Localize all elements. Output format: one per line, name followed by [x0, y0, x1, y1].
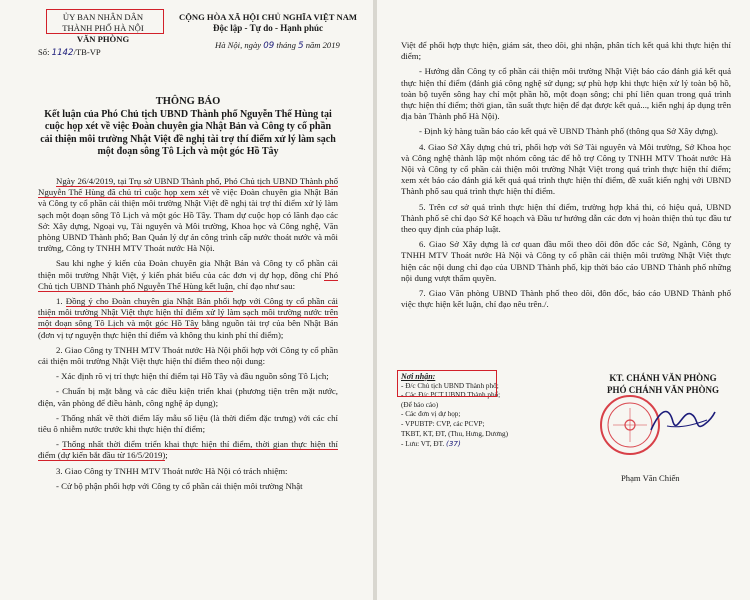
highlight-conclusion: Phó Chủ tịch UBND Thành phố Nguyễn Thế Hùng kết luận — [38, 269, 338, 291]
national-motto: Độc lập - Tự do - Hạnh phúc — [212, 23, 323, 33]
notice-title: THÔNG BÁO — [155, 96, 221, 107]
date-month: 5 — [298, 41, 304, 51]
annotation-box-recipients — [397, 370, 497, 397]
paragraph-report-guidance: - Hướng dẫn Công ty cổ phần cải thiện môi trường Nhật Việt báo cáo đánh giá kết quả thực hiện thí điểm (đánh giá công nghệ sử dụng; sự phù hợp khi thực hiện xử lý toàn bộ hồ, toàn bộ tuyến sông hay chỉ một phần hồ, một đoạn sông; chi phí liên quan trong quá trình thực hiện thí điểm; thời gian, tần suất thực hiện để đạt được kết quả..., kiến nghị áp dụng trên địa bàn Thành phố Hà Nội). — [401, 66, 731, 122]
issuer-org-line1: ỦY BAN NHÂN DÂN — [62, 12, 144, 22]
signature-block — [583, 372, 743, 396]
text-approval-b: bằng nguồn tài trợ của bên Nhật Bản (đơn vị tự nguyện thực hiện thí điểm và không thu kinh phí thí điểm); — [38, 318, 339, 340]
page-right — [377, 0, 750, 600]
paragraph-weekly-report: - Định kỳ hàng tuần báo cáo kết quả về UBND Thành phố (thông qua Sở Xây dựng). — [419, 126, 719, 137]
sign-title-1: KT. CHÁNH VĂN PHÒNG — [609, 373, 717, 383]
document-number-handwritten: 1142 — [51, 48, 74, 58]
date-prefix: Hà Nội, ngày — [215, 40, 262, 50]
recipient-6-text: - Lưu: VT, ĐT. — [401, 440, 445, 449]
page-left — [0, 0, 373, 600]
left-body — [38, 176, 338, 496]
paragraph-item-2: 2. Giao Công ty TNHH MTV Thoát nước Hà Nội phối hợp với Công ty cổ phần cải thiện môi trường Nhật Việt thực hiện thí điểm theo nội dung: — [38, 344, 338, 367]
paragraph-meeting — [38, 176, 338, 254]
recipient-3: - Các đơn vị dự họp; — [401, 410, 461, 419]
text-timing-c: ; — [165, 450, 168, 461]
text-conclusion-a: Sau khi nghe ý kiến của Đoàn chuyên gia Nhật Bản và Công ty cổ phần cải thiện môi trường Nhật Việt, ý kiến phát biểu của các đơn vị dự họp, đồng chí — [38, 258, 338, 280]
document-number-suffix: /TB-VP — [73, 47, 101, 57]
paragraph-item-3: 3. Giao Công ty TNHH MTV Thoát nước Hà Nội có trách nhiệm: — [56, 465, 288, 476]
recipient-5: TKBT, KT, ĐT, (Thu, Hưng, Dương) — [401, 429, 509, 438]
paragraph-item-6: 6. Giao Sở Xây dựng là cơ quan đầu mối theo dõi đôn đốc các Sở, Ngành, Công ty TNHH MTV Thoát nước Hà Nội và Công ty cổ phần cải thiện môi trường Nhật Việt thực hiện các nội dung chỉ đạo của UBND Thành phố, kịp thời báo cáo UBND Thành phố những nội dung vượt thẩm quyền. — [401, 239, 731, 283]
paragraph-item-1 — [38, 296, 338, 341]
paragraph-item-5: 5. Trên cơ sở quá trình thực hiện thí điểm, trường hợp khả thi, có hiệu quả, UBND Thành phố sẽ chỉ đạo Sở Kế hoạch và Đầu tư hướng dẫn các đơn vị hoàn thiện thủ tục đầu tư theo quy định của pháp luật. — [401, 201, 731, 235]
date-suffix: năm 2019 — [305, 40, 340, 50]
recipient-count-handwritten: (37) — [446, 439, 461, 449]
issuer-org-line2: THÀNH PHỐ HÀ NỘI — [62, 23, 144, 33]
recipient-4: - VPUBTP: CVP, các PCVP; — [401, 419, 485, 428]
paragraph-continued: Việt để phối hợp thực hiện, giám sát, theo dõi, ghi nhận, phân tích kết quả khi thực hiện thí điểm; — [401, 40, 731, 62]
recipients-label: Nơi nhận: — [401, 372, 436, 381]
handwritten-signature — [647, 400, 717, 440]
annotation-box-issuer — [46, 9, 164, 34]
sign-title-2: PHÓ CHÁNH VĂN PHÒNG — [606, 385, 720, 395]
date-mid: tháng — [276, 40, 296, 50]
paragraph-conclusion — [38, 258, 338, 292]
paragraph-item-2d — [38, 439, 338, 461]
paragraph-item-4: 4. Giao Sở Xây dựng chủ trì, phối hợp với Sở Tài nguyên và Môi trường, Sở Khoa học và Công nghệ thành lập một nhóm công tác để hỗ trợ Công ty TNHH MTV Thoát nước Hà Nội và Công ty cổ phần cải thiện môi trường Nhật Việt trong quá trình thực hiện thí điểm; xem xét báo cáo đánh giá kết quả quá trình thực hiện thí điểm, đề xuất kiến nghị với UBND Thành phố sau quá trình thực hiện thí điểm. — [401, 141, 731, 197]
recipient-1: - Đ/c Chủ tịch UBND Thành phố; — [401, 381, 499, 390]
text-meeting-b: về việc Đoàn chuyên gia Nhật Bản và Công ty cổ phần cải thiện môi trường Nhật Việt đề nghị tài trợ thí điểm xử lý làm sạch một đoạn sông Tô Lịch và một góc Hồ Tây — [38, 187, 338, 220]
paragraph-item-2a: - Xác định rõ vị trí thực hiện thí điểm tại Hồ Tây và đầu nguồn sông Tô Lịch; — [56, 371, 329, 382]
date-day: 09 — [263, 41, 275, 51]
document-number-prefix: Số: — [38, 47, 50, 57]
paragraph-item-3a: - Cử bộ phận phối hợp với Công ty cổ phần cải thiện môi trường Nhật — [56, 480, 303, 491]
notice-subtitle: Kết luận của Phó Chủ tịch UBND Thành phố Nguyễn Thế Hùng tại cuộc họp xét về việc Đoàn chuyên gia Nhật Bản và Công ty cổ phần cải thiện môi trường Nhật Việt đề nghị tài trợ thí điểm xử lý làm sạch một đoạn sông Tô Lịch và một góc Hồ Tây — [40, 108, 336, 157]
text-meeting-c: . Tham dự cuộc họp có lãnh đạo các Sở: Xây dựng, Ngoại vụ, Tài nguyên và Môi trường, Khoa học và Công nghệ, Văn phòng UBND Thành phố; Ban Quản lý dự án công trình cấp nước thoát nước và môi trường, Công ty TNHH MTV Thoát nước Hà Nội. — [38, 209, 338, 254]
recipient-6 — [401, 439, 531, 450]
paragraph-item-2c: - Thống nhất về thời điểm lấy mẫu số liệu (là thời điểm đặc trưng) với các chỉ tiêu ô nhiễm nước trước khi thực hiện thí điểm; — [38, 412, 338, 435]
recipient-2: - Các Đ/c PCT UBND Thành phố; — [401, 391, 501, 400]
highlight-meeting: Ngày 26/4/2019, tại Trụ sở UBND Thành phố, Phó Chủ tịch UBND Thành phố Nguyễn Thế Hùng đã chủ trì cuộc họp xem xét — [38, 176, 338, 198]
right-body — [401, 40, 731, 314]
text-conclusion-c: , chỉ đạo như sau: — [232, 280, 296, 291]
notice-title-block — [40, 96, 336, 159]
issuer-office: VĂN PHÒNG — [76, 34, 130, 44]
document-date — [215, 40, 340, 51]
paragraph-item-2b: - Chuẩn bị mặt bằng và các điều kiện triển khai (phương tiện trên mặt nước, điện, văn phòng để điều hành, công nghệ áp dụng); — [38, 386, 338, 408]
document-number — [38, 47, 101, 58]
paragraph-item-7: 7. Giao Văn phòng UBND Thành phố theo dõi, đôn đốc, báo cáo UBND Thành phố việc thực hiện kết luận, chỉ đạo nêu trên./. — [401, 288, 731, 310]
recipient-2-note: (Để báo cáo) — [401, 400, 439, 409]
text-timing-a: - — [56, 439, 63, 450]
item-1-number: 1. — [56, 296, 66, 307]
national-title: CỘNG HÒA XÃ HỘI CHỦ NGHĨA VIỆT NAM — [178, 12, 358, 22]
highlight-timing: Thống nhất thời điểm triển khai thực hiện thí điểm, thời gian thực hiện thí điểm (dự kiến bắt đầu từ 16/5/2019) — [38, 439, 338, 461]
highlight-approval: Đồng ý cho Đoàn chuyên gia Nhật Bản phối hợp với Công ty cổ phần cải thiện môi trường Nhật Việt thực hiện thí điểm xử lý làm sạch môi trường nước trên một đoạn sông Tô Lịch và một góc Hồ Tây — [38, 296, 338, 329]
signer-name: Phạm Văn Chiến — [621, 473, 680, 483]
national-header — [168, 12, 368, 34]
